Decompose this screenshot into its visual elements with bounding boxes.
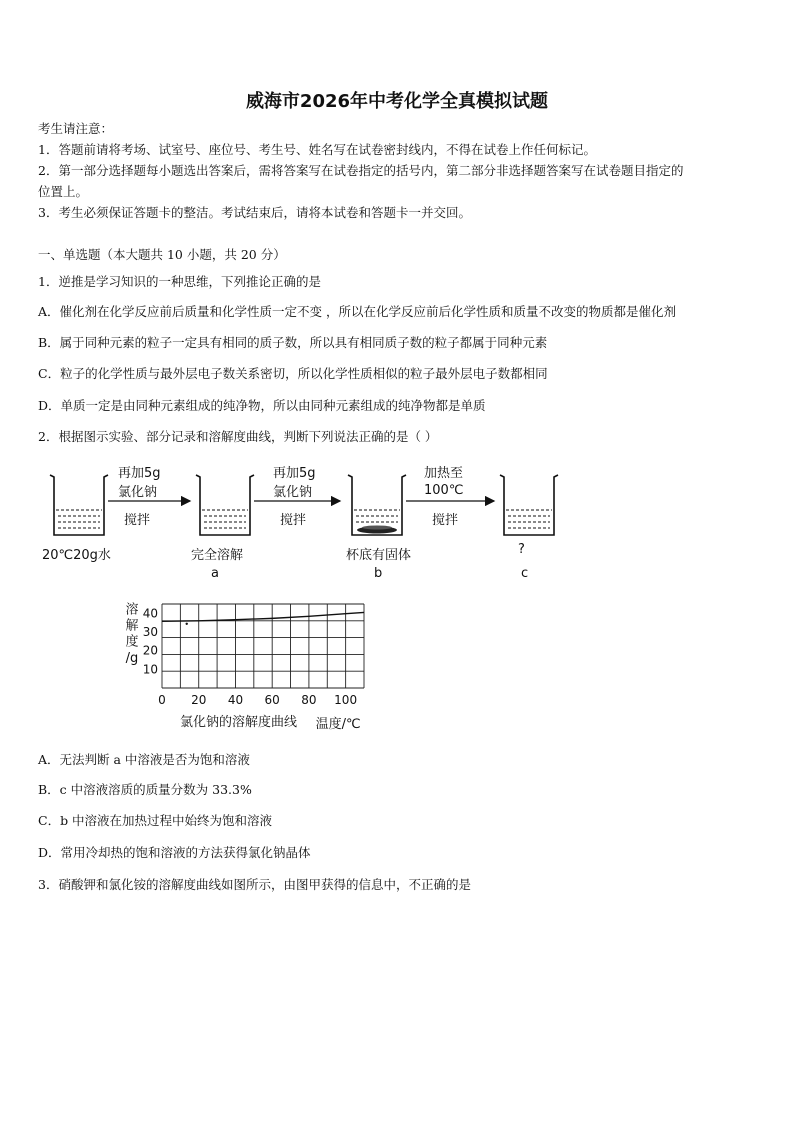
data-point-marker [186, 623, 188, 625]
q1-stem: 1．逆推是学习知识的一种思维，下列推论正确的是 [38, 274, 321, 289]
y-tick-label: 20 [142, 643, 158, 658]
y-tick-label: 10 [142, 662, 158, 677]
c-letter: c [521, 566, 529, 581]
solubility-chart [120, 596, 400, 736]
x-tick-label: 80 [301, 693, 317, 707]
step1-bottom: 搅拌 [124, 513, 151, 528]
q2-option-b: B．c 中溶液溶质的质量分数为 33.3% [38, 782, 252, 797]
y-tick-label: 30 [142, 625, 158, 639]
x-tick-label: 40 [227, 693, 244, 707]
b-description: 杯底有固体 [346, 548, 412, 563]
y-axis-label: 解 [125, 618, 139, 634]
page-title: 威海市2026年中考化学全真模拟试题 [245, 91, 549, 112]
q2-option-d: D．常用冷却热的饱和溶液的方法获得氯化钠晶体 [38, 845, 311, 860]
notice-item-3: 3．考生必须保证答题卡的整洁。考试结束后，请将本试卷和答题卡一并交回。 [38, 205, 471, 220]
a-letter: a [211, 566, 219, 581]
step2-top1: 再加5g [273, 466, 316, 481]
x-axis-label: 温度/℃ [315, 717, 361, 732]
beaker-b [348, 475, 406, 535]
step3-bottom: 搅拌 [432, 513, 459, 528]
notice-item-2: 2．第一部分选择题每小题选出答案后，需将答案写在试卷指定的括号内，第二部分非选择题答案写在试卷题目指定的 [38, 163, 684, 178]
q2-option-a: A．无法判断 a 中溶液是否为饱和溶液 [38, 752, 250, 767]
start-label: 20℃20g水 [42, 548, 111, 563]
notice-item-1: 1．答题前请将考场、试室号、座位号、考生号、姓名写在试卷密封线内，不得在试卷上作任何标记。 [38, 142, 596, 157]
c-description: ? [518, 542, 525, 557]
x-tick-label: 100 [334, 693, 358, 707]
notice-heading: 考生请注意： [38, 121, 114, 136]
q1-option-b: B．属于同种元素的粒子一定具有相同的质子数，所以具有相同质子数的粒子都属于同种元素 [38, 335, 548, 350]
notice-item-2-cont: 位置上。 [38, 184, 89, 199]
a-description: 完全溶解 [191, 548, 244, 563]
q1-option-a: A．催化剂在化学反应前后质量和化学性质一定不变 ，所以在化学反应前后化学性质和质量不改变的物质都是催化剂 [38, 304, 677, 319]
step3-top2: 100℃ [424, 483, 464, 498]
step3-top1: 加热至 [424, 466, 464, 481]
q2-option-c: C．b 中溶液在加热过程中始终为饱和溶液 [38, 813, 273, 828]
step2-bottom: 搅拌 [280, 513, 307, 528]
y-axis-label: /g [125, 651, 139, 667]
q2-stem: 2．根据图示实验、部分记录和溶解度曲线，判断下列说法正确的是（ ） [38, 429, 438, 444]
x-tick-label: 60 [264, 693, 280, 707]
beaker-start [50, 475, 108, 535]
step2-top2: 氯化钠 [273, 485, 313, 500]
step1-top2: 氯化钠 [118, 485, 158, 500]
q3-stem: 3．硝酸钾和氯化铵的溶解度曲线如图所示，由图甲获得的信息中，不正确的是 [38, 877, 471, 892]
step1-top1: 再加5g [118, 466, 161, 481]
section-heading: 一、单选题（本大题共 10 小题，共 20 分） [38, 247, 286, 262]
beaker-c [500, 475, 558, 535]
y-axis-label: 溶 [125, 602, 139, 618]
x-tick-label: 20 [191, 693, 207, 707]
beaker-a [196, 475, 254, 535]
y-tick-label: 40 [142, 606, 158, 621]
y-axis-label: 度 [125, 634, 139, 650]
b-letter: b [374, 566, 383, 581]
x-tick-label: 0 [158, 693, 166, 707]
chart-caption: 氯化钠的溶解度曲线 [180, 715, 298, 730]
q1-option-c: C．粒子的化学性质与最外层电子数关系密切，所以化学性质相似的粒子最外层电子数都相同 [38, 366, 548, 381]
q1-option-d: D．单质一定是由同种元素组成的纯净物，所以由同种元素组成的纯净物都是单质 [38, 398, 486, 413]
experiment-diagram [0, 455, 794, 595]
solubility-curve [162, 612, 364, 621]
